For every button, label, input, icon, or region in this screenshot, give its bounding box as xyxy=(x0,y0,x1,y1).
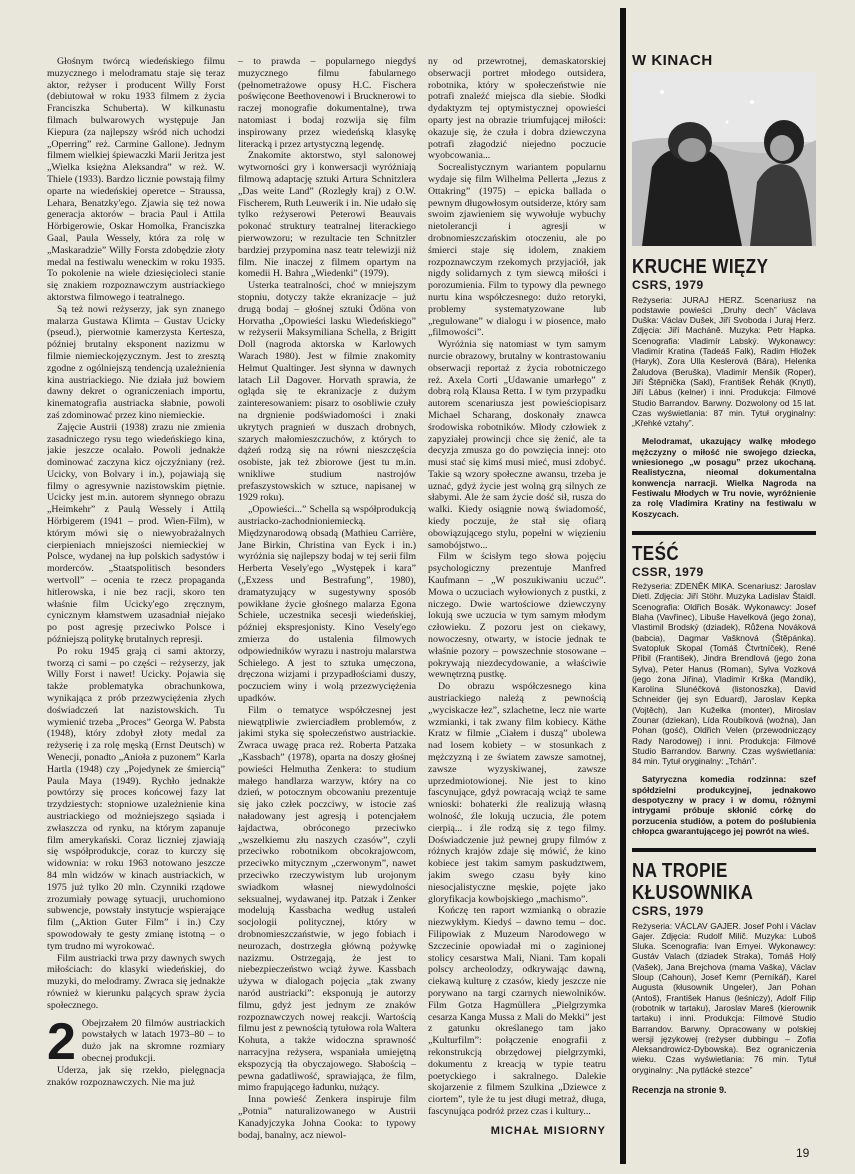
film-title-2: TEŚĆ xyxy=(632,542,680,565)
film-country-3: CSRS, 1979 xyxy=(632,904,704,919)
film-credits-2: Reżyseria: ZDENĚK MIKA. Scenariusz: Jaroslav Dietl. Zdjęcia: Jiří Stöhr. Muzyka Ladislav Štaidl. Scenografia: Oldřich Bosák. Wykonawcy: Josef Blaha (Vavřinec), Libuše Havelková (jego żona), Vlastimil Brodský (dziadek), Růžena Nováková (babcia), Dagmar Vašknová (Štěpánka). Svatopluk Skopal (Tomáš Čtvrtníček), René Přibil (František), Jindra Brendlová (jego żona Sylva), Peter Hanus (Roman), Sylva Vozková (jego żona Jiřina), Vladimír Krška (Mandík), Karolína Slunéčková (listonoszka), David Schneider (jej syn Eduard), Jaroslav Kepka (Vojtěch), Jan Kuželka (monter), Miroslav Zounar (dziekan), Lída Roubíková (woźna), Jan Pohan (gość), Oldřich Velen (przewodniczący Rady Narodowej) i inni. Produkcja: Filmové Studio Barrandov. Barwny. Czas wyświetlania: 84 min. Tytuł oryginalny: „Tchán”. xyxy=(632,581,816,767)
section-2-paragraph xyxy=(47,1012,225,1071)
paragraph: Film w ścisłym tego słowa pojęciu psychologiczny prezentuje Manfred Kaufmann – „W poszukiwaniu uczuć”. Mowa o uczuciach wyłowionych z pustki, z niczego. Dwie wartościowe dziewczyny lokują swe uczucia w tym samym młodym człowieku. Z pozoru jest on ciekawy, nowoczesny, otwarty, w istocie jednak te właśnie pozory – powszechnie stosowane – pokrywają niezdecydowanie, a właściwie wewnętrzną pustkę. xyxy=(428,551,606,681)
film-title-1: KRUCHE WIĘZY xyxy=(632,256,769,279)
sidebar-rule xyxy=(632,531,816,535)
article-author: MICHAŁ MISIORNY xyxy=(490,1124,606,1137)
film-credits-3: Reżyseria: VÁCLAV GAJER. Josef Pohl i Václav Gajer. Zdjęcia: Rudolf Milič. Muzyka: Luboš Sluka. Scenografia: Ivan Ernyei. Wykonawcy: Gustáv Valach (dziadek Straka), Tomáš Holý (Vašek), Jana Brejchova (mama Vaška), Václav Sloup (Cahoun), Josef Kemr (Perníkář), Karel Augusta (kłusownik Ungeler), Jan Pohan (Antoš), František Hanus (leśniczy), Adolf Filip (robotnik w tartaku), Jaroslav Mareš (kierownik tartaku) i inni. Produkcja: Filmové Studio Barrandov. Barwny. Opracowany w polskiej wersji językowej (reżyser dubbingu – Zofia Aleksandrowicz-Dybowska). Bez ograniczenia wieku. Czas wyświetlania: 76 min. Tytuł oryginalny: „Na pytlácké stezce” xyxy=(632,920,816,1075)
paragraph: Do obrazu współczesnego kina austriackiego należą z pewnością „wyciskacze łez”, szlachetne, lecz nie warte wzmianki, i tak zwany film kobiecy. Käthe Kratz w filmie „Ciałem i duszą” ubolewa nad losem kobiety – w stosunkach z mężczyzną i ze światem zawsze samotnej, zawsze wyzyskiwanej, zawsze uprzedmiotowionej. Nie jest to kino fascynujące, gdyż powracają wciąż te same wnioski: bohaterki źle realizują własną wolność, źle lokują uczucia, źle potem cierpią... i źle rodzą się z tego filmy. Doświadczenie już pewnej grupy filmów z różnych krajów zdaje się mówić, że kino kobiece jest takim samym paskudztwem, jakim swego czasu były kino niesocjalistyczne męskie, pojęte jako gloryfikacja kowbojskiego „machismo”. xyxy=(428,681,606,905)
film-country-2: CSSR, 1979 xyxy=(632,564,704,579)
paragraph: Film o tematyce współczesnej jest niewątpliwie zwierciadłem problemów, z jakimi styka się społeczeństwo austriackie. Zwraca uwagę praca reż. Roberta Patzaka „Kassbach” (1978), oparta na doszy głośnej powieści Helmutha Zenkera: to studium małego handlarza warzyw, który na co dzień, w potocznym obcowaniu prezentuje się jako człek poczciwy, w istocie zaś naładowany jest agresją i potencjałem łajdactwa, obróconego przeciwko „wszelkiemu złu naszych czasów”, czyli przeciwko robotnikom obcokrajowcom, przeciwko mitycznym „czerwonym”, nawet przeciwko rzeczywistym lub urojonym swiadkom własnej niewydolności seksualnej, wydawanej itp. Patzak i Zenker modelują Kassbacha według ustaleń socjologii politycznej, który w drobnomieszczaństwie, w jego fobiach i neurozach, dostrzegła główną pożywkę nazizmu. Ostrzegają, że jest to niebezpieczeństwo wciąż żywe. Kassbach używa w dialogach pojęcia „tak zwany naród austriacki”: eksponują je autorzy filmu, gdyż jest jednym ze znaków rozpoznawczych nowej reakcji. Wartością filmu jest z pewnością tytułowa rola Waltera Kohuta, a także widoczna sprawność narracyjna reżysera, wspaniała umiejętną ekspozycją tła obyczajowego. Słabością – pewna gadatliwość, sprawiająca, że film, mimo frapującego ładunku, nużący. xyxy=(238,704,416,1094)
article-column-1 xyxy=(47,56,225,1152)
paragraph: Są też nowi reżyserzy, jak syn znanego malarza Gustawa Klimta – Gustav Ucicky (pseud.), pierwotnie kamerzysta Kertesza, później brutalny eksponent nazizmu w filmie niemieckojęzycznym. Jest to zresztą zgodne z ogólniejszą tendencją uzależnienia kina austriackiego. Nie działa już bowiem dawny dekret o ograniczeniach importu, kinematografia austriacka słabnie, powoli zaś zdominować przez kino niemieckie. xyxy=(47,303,225,421)
paragraph: Uderza, jak się rzekło, pielęgnacja znaków rozpoznawczych. Nie ma już xyxy=(47,1064,225,1088)
paragraph: Znakomite aktorstwo, styl salonowej wytworności gry i konwersacji wyróżniają filmową adaptację sztuki Artura Schnitzlera „Das weite Land” (Rozległy kraj) z O.W. Fischerem, Ruth Leuwerik i in. Nie udało się tylko reżyserowi Peterowi Beauvais pokonać struktury teatralnej literackiego pierwowzoru; w rezultacie ten Schnitzler bardziej przypomina nasz teatr telewizji niż film. Nie inaczej z filmem opartym na komedii H. Bahra „Wiedenki” (1979). xyxy=(238,150,416,280)
paragraph: Inna powieść Zenkera inspiruje film „Potnia” naturalizowanego w Austrii Kanadyjczyka Johna Cooka: to typowy bodaj, banalny, acz niewol- xyxy=(238,1094,416,1141)
sidebar-rule xyxy=(632,848,816,852)
film-title-3: NA TROPIE KŁUSOWNIKA xyxy=(632,860,754,905)
film-credits-1: Reżyseria: JURAJ HERZ. Scenariusz na podstawie powieści „Druhy dech” Václava Duška: Václav Dušek, Jiří Svoboda i Juraj Herz. Zdjęcia: Jiří Macháně. Muzyka: Petr Hapka. Scenografia: Vladimír Labský. Wykonawcy: Vladimír Kratina (Tadeáš Falk), Radim Hložek (Haryk), Zora Ulla Keslerová (Bára), Helenka Žaludova (Beruška), Vladimír Menšík (Roper), Jiří Štěpnička (Sakl), František Řehák (Knytl), Jiří Lábus (kelner) i inni. Produkcja: Filmové Studio Barrandov. Barwny. Dozwolony od 15 lat. Czas wyświetlania: 87 min. Tytuł oryginalny: „Křehké vztahy”. xyxy=(632,294,816,429)
review-reference: Recenzja na stronie 9. xyxy=(632,1085,727,1095)
paragraph: Kończę ten raport wzmianką o obrazie niezwykłym. Kiedyś – dawno temu – doc. Filipowiak z Muzeum Narodowego w Szczecinie opowiadał mi o zaginionej stolicy cesarstwa Mali, Niani. Tam kopali polscy archeolodzy, odkrywając dawną, ciekawą kulturę z czasów, kiedy jeszcze nie porywano na targi czarnych niewolników. Film Gotza Hagmüllera „Pielgrzymka cesarza Kanga Mussa z Mali do Mekki” jest z gatunku określanego tam jako „Kulturfilm”: połączenie enografii z rekonstrukcją obrzędowej pielgrzymki, dokumentu z kreacją w typie teatru poetyckiego i sakralnego. Dalekie skojarzenie z filmem Szulkina „Dziewce z ciortem”, tyle że tu jest długi metraż, długa, fascynująca podróż przez czas i kultury... xyxy=(428,905,606,1117)
paragraph: Socrealistycznym wariantem popularnu wydaje się film Wilhelma Pellerta „Jezus z Ottakring” (1975) – epicka ballada o pewnym długowłosym outsiderze, który sam swoim zjawieniem się wywołuje wybuchy nietolerancji i agresji w drobnomieszczańskim otoczeniu, ale po śmierci staje się idolem, znakiem rozpoznawczym rzekomych przyjaciół, jak nigdy solidarnych z tym siewcą miłości i porozumienia. Film to typowy dla pewnego nurtu kina współczesnego: dużo retoryki, problemy systematyzowane lub „regulowane” w dialogu i w piosence, mało „filmowości”. xyxy=(428,162,606,339)
paragraph: Zajęcie Austrii (1938) zrazu nie zmienia zasadniczego rysu tego wiedeńskiego kina, jakie jeszcze ocalało. Powoli jednakże dominować zaczyna kicz ojczyźniany (reż. Ucicky, von Bolvary i in.), pojawiają się filmy o agresywnie nazistowskim piętnie. Ucicky jest m.in. autorem słynnego obrazu „Heimkehr” z Paulą Wessely i Attilą Hörbigerem (1941 – prod. Wien-Film), w którym mówi się o niewyobrażalnych cierpieniach mniejszości niemieckiej w Polsce, wydanej na łup polskich sadystów i morderców. „Staatspolitisch besonders wertvoll” – ocenia te rzecz propaganda hitlerowska, i nie bez racji, skoro ten właśnie film Ucicky'ego zręcznym, cynicznym kłamstwem uzasadniał niejako po post agresję przeciwko Polsce i późniejszą politykę brutalnych represji. xyxy=(47,421,225,646)
film-review-1: Melodramat, ukazujący walkę młodego mężczyzny o miłość nie swojego dziecka, wniesionego „w posagu” przez ukochaną. Realistyczna, nieomal dokumentalna konwencja narracji. Wielka Nagroda na Festiwalu Młodych w Tru novie, wyróżnienie za rolę Vladimira Kratiny na festiwalu w Koszycach. xyxy=(632,436,816,519)
film-still-image xyxy=(632,72,816,246)
paragraph: Po roku 1945 grają ci sami aktorzy, tworzą ci sami – po części – reżyserzy, jak Willy Forst i nawet! Ucicky. Pojawia się także problematyka obrachunkowa, wynikająca z prób przezwyciężenia złych doświadczeń lat nazistowskich. Tu wymienić trzeba „Proces” Georga W. Pabsta (1948), który zdobył złoty medal za reżyserię i za rolę męską (Ernst Deutsch) w Wenecji, ponadto „Anioła z puzonem” Karla Hartla (1948) czy „Pojedynek ze śmiercią” Paula Maya (1949). Rychło jednakże powtórzy się proces końcowej fazy lat trzydziestych: stopniowe uzależnienie kina austriackiego od możniejszego sąsiada i zwłaszcza od rynku, na którym zapanuje film amerykański. Coraz liczniej zjawiają się współprodukcje, coraz to kurczy się widownia: w roku 1963 notowano jeszcze 84 mln widzów w kinach austriackich, w 1975 już tylko 20 mln. Czynniki rządowe zrozumiały powagę sytuacji, uruchomiono subwencje, powstały instytucje wspierające film („Aktion Guter Film” i in.) Czy spowodowały te gesty zmianę istotną – o tym trudno mi wyrokować. xyxy=(47,645,225,952)
sidebar-divider xyxy=(620,8,626,1164)
section-number-dropcap: 2 xyxy=(47,1012,76,1071)
film-still-photo xyxy=(632,72,816,246)
sidebar-heading: W KINACH xyxy=(632,52,713,69)
film-country-1: CSRS, 1979 xyxy=(632,278,704,293)
paragraph: Film austriacki trwa przy dawnych swych miłościach: do klasyki wiedeńskiej, do muzyki, do melodramy. Zwraca się jednakże również w kierunku palących spraw życia społecznego. xyxy=(47,952,225,1011)
page-number: 19 xyxy=(796,1146,810,1160)
paragraph: ny od przewrotnej, demaskatorskiej obserwacji portret młodego outsidera, robotnika, który w społeczeństwie nie potrafi znaleźć miejsca dla siebie. Słodki dydaktyzm tej optymistycznej opowieści oparty jest na obrazie triumfującej miłości: okazuje się, że czuła i dobra dziewczyna potrafi złagodzić niejedno poczucie wyobcowania... xyxy=(428,56,606,162)
article-column-2 xyxy=(238,56,416,1154)
paragraph: „Opowieści...” Schella są współprodukcją austriacko-zachodnioniemiecką. Międzynarodową obsadą (Mathieu Carrière, Jane Birkin, Christina van Eyck i in.) wyróżnia się najlepszy bodaj w tej serii film Herberta Vesely'ego „Występek i kara” („Exzess und Bestrafung”, 1980), dramatyzujący w sugestywny sposób powikłane życie głośnego malarza Egona Schiele, uczestnika secesji wiedeńskiej, później ekspresjonisty. Kino Vesely'ego zmierza do ustalenia filmowych odpowiedników wyrazu i nastroju malarstwa Schielego. A jest to sztuka umęczona, dręczona wizjami i przypadłościami duszy, poczuciem winy i wolą przezwyciężenia upadków. xyxy=(238,504,416,705)
paragraph: Głośnym twórcą wiedeńskiego filmu muzycznego i melodramatu staje się teraz aktor, reżyser i producent Willy Forst (debiutował w roku 1933 filmem z życia Franciszka Schuberta). W kilkunastu filmach bulwarowych występuje Jan Kiepura (za najlepszy wśród nich uchodzi „Operring” reż. Carmine Gallone). Jednym filmem wielkiej śpiewaczki Marii Jeritza jest „Wielka księżna Aleksandra” w reż. W. Thiele (1933). Bardzo licznie powstają filmy oparte na wiedeńskiej operetce – Straussa, Lehara, Benatzky'ego. Zjawia się też nowa generacja aktorów – bracia Paul i Attila Hörbigerowie, Oskar Homolka, Franciszka Gaal, Paula Wessely, która za rolę w „Maskaradzie” Willy Forsta zdobędzie złoty medal na festiwalu weneckim w roku 1935. To pokolenie na wiele dziesięcioleci stanie się znakiem rozpoznawczym austriackiego aktorstwa filmowego i teatralnego. xyxy=(47,56,225,303)
section-2-text: Obejrzałem 20 filmów austriackich powstałych w latach 1973–80 – to dużo jak na skromne rozmiary obecnej produkcji. xyxy=(81,1017,225,1064)
paragraph: Usterka teatralności, choć w mniejszym stopniu, dotyczy także ekranizacje – już drugą bodaj – głośnej sztuki Ödöna von Horvatha „Opowieści lasku Wiedeńskiego” w reżyserii Maksymiliana Schella, z Brigitt Doll (nagroda aktorska w Karlowych Warach 1980). Jest w filmie znakomity Helmut Qualtinger. Jest słynna w dawnych latach Lil Dagover. Horvath sprawia, że ogląda się te ekranizacje z dużym zainteresowaniem: pisarz to osobliwie czuły na drgnienie podświadomości i znaki ukrytych pragnień w duszach drobnych, szarych małomieszczuchów, z których to dążeń rodzą się na równi nieszczęścia osobiste, jak też zbiorowe (jest tu m.in. wnikliwe studium nastrojów prefaszystowskich w sztuce, napisanej w 1929 roku). xyxy=(238,280,416,504)
paragraph: Wyróżnia się natomiast w tym samym nurcie obrazowy, brutalny w kontrastowaniu obserwacji reportaż z życia robotniczego reż. Axela Corti „Udawanie umarłego” z dobrą rolą Klausa Retta. I w tym przypadku autorem scenariusza jest powieściopisarz Michael Scharang, doskonały znawca środowiska robotników. Młody człowiek z zapyziałej prowincji chce się żenić, ale ta decyzja zmusza go do powzięcia innej: oto musi stać się kimś musi mieć, musi zdobyć. Takie są wzory społeczne awansu, trzeba je uznać, gdyż życie jest wolną grą silnych ze słabymi. Ale że sam życie dość sił, rusza do walki. Kiedy osiągnie nową świadomość, kiedy poczuje, że stał się ofiarą obowiązującego stylu, popełni w więzieniu samobójstwo... xyxy=(428,339,606,551)
sidebar-in-cinemas xyxy=(632,52,816,1095)
article-column-3 xyxy=(428,56,606,1154)
film-review-2: Satyryczna komedia rodzinna: szef spółdzielni produkcyjnej, jednakowo despotyczny w pracy i w domu, różnymi intrygami próbuje skłonić córkę do porzucenia studiów, a potem do poślubienia chłopca gwarantującego jej powrót na wieś. xyxy=(632,774,816,836)
paragraph: – to prawda – popularnego niegdyś muzycznego filmu fabularnego (pełnometrażowe opusy H.C. Fischera poświęcone Beethovenowi i Brucknerowi to raczej monografie dokumentalne), trwa natomiast i bodaj rozwija się film inspirowany przez wiedeńską klasykę literacką i przez artystyczną legendę. xyxy=(238,56,416,150)
